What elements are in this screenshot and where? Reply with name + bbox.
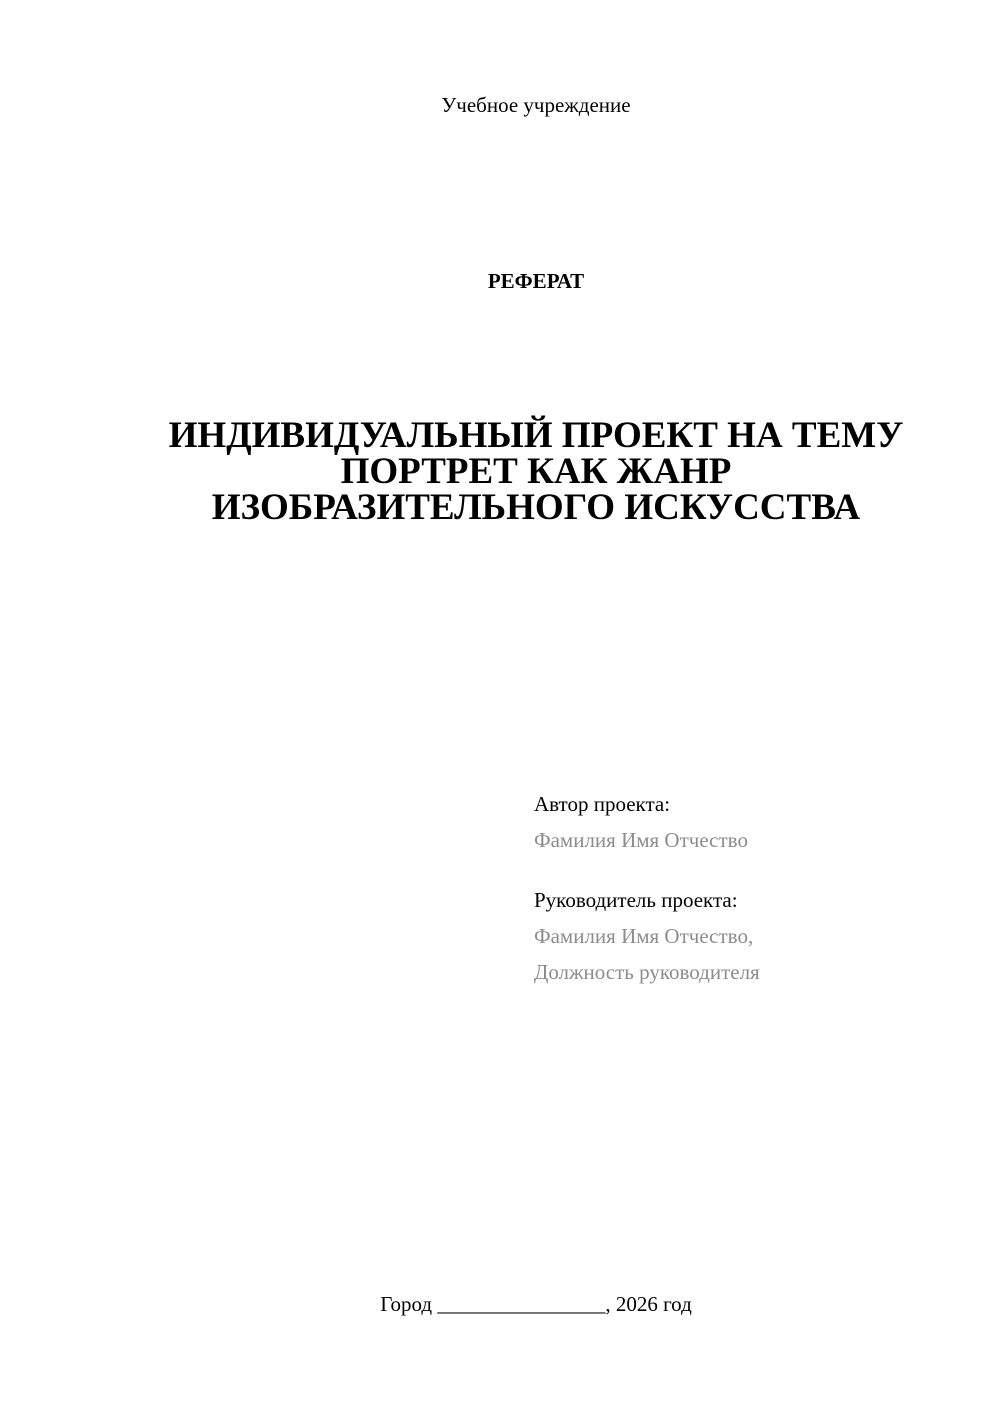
supervisor-name: Фамилия Имя Отчество, <box>534 924 754 948</box>
title-line-2: ПОРТРЕТ КАК ЖАНР <box>340 451 732 492</box>
institution-name: Учебное учреждение <box>441 93 631 117</box>
author-name: Фамилия Имя Отчество <box>534 828 748 852</box>
project-title <box>100 415 972 528</box>
title-line-1: ИНДИВИДУАЛЬНЫЙ ПРОЕКТ НА ТЕМУ <box>168 415 904 456</box>
author-label: Автор проекта: <box>534 792 671 816</box>
credits-block <box>534 786 974 990</box>
title-line-3: ИЗОБРАЗИТЕЛЬНОГО ИСКУССТВА <box>211 487 861 528</box>
city-year-footer: Город ________________, 2026 год <box>380 1292 692 1316</box>
supervisor-position: Должность руководителя <box>534 960 760 984</box>
supervisor-label: Руководитель проекта: <box>534 888 738 912</box>
document-type: РЕФЕРАТ <box>487 269 585 293</box>
